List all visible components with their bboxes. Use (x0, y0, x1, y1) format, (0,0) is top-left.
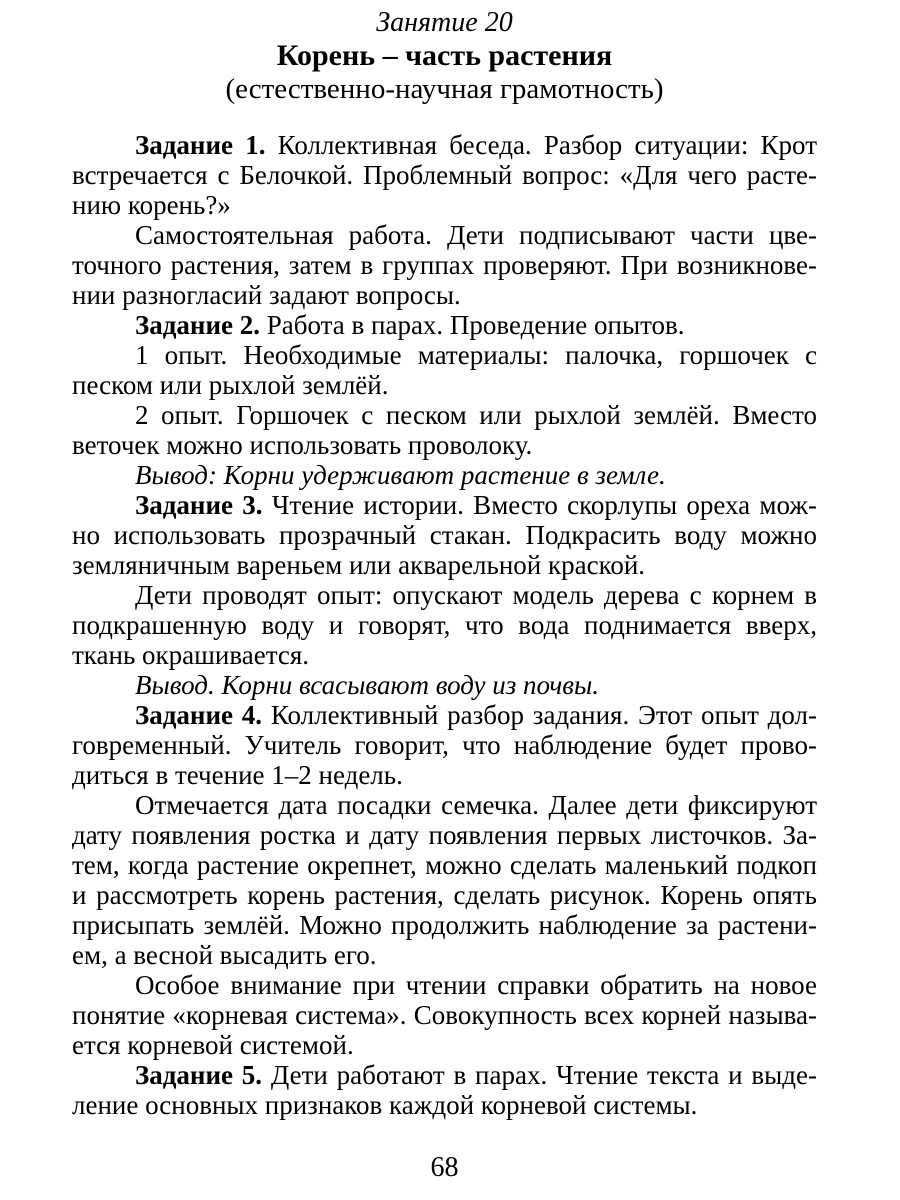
paragraph-text: Дети проводят опыт: опускают модель дерева с корнем в подкрашенную воду и говорят, что вода поднимается вверх, ткань окрашивается. (72, 580, 817, 670)
paragraph-text: Особое внимание при чтении справки обратить на новое понятие «корневая система». Совокупность всех корней называется корневой системой. (72, 970, 817, 1060)
paragraph-experiment-1 (72, 340, 817, 400)
paragraph-text: 2 опыт. Горшочек с песком или рыхлой землёй. Вместо веточек можно использовать проволоку. (72, 400, 817, 460)
paragraph-task-2 (72, 310, 817, 340)
paragraph-text: Вывод: Корни удерживают растение в земле. (135, 460, 666, 490)
paragraph (72, 220, 817, 310)
lesson-body (72, 130, 817, 1120)
task-2-label: Задание 2. (135, 310, 261, 340)
paragraph-text: Самостоятельная работа. Дети подписывают части цветочного растения, затем в группах проверяют. При возникновении разногласий задают вопросы. (72, 220, 817, 310)
paragraph-task-1 (72, 130, 817, 220)
page-number: 68 (430, 1152, 459, 1183)
paragraph (72, 970, 817, 1060)
lesson-title: Корень – часть растения (276, 39, 613, 72)
lesson-subtitle: (естественно-научная грамотность) (225, 73, 664, 105)
paragraph-text: Вывод. Корни всасывают воду из почвы. (135, 670, 599, 700)
page-header (72, 0, 817, 106)
paragraph-task-3 (72, 490, 817, 580)
paragraph-text: Отмечается дата посадки семечка. Далее дети фиксируют дату появления ростка и дату появления первых листочков. Затем, когда растение окрепнет, можно сделать маленький подкоп и рассмотреть корень растения, сделать рисунок. Корень опять присыпать землёй. Можно продолжить наблюдение за растением, а весной высадить его. (72, 790, 817, 970)
paragraph-task-4 (72, 700, 817, 790)
paragraph-text: Работа в парах. Проведение опытов. (266, 310, 685, 340)
conclusion-1 (72, 460, 817, 490)
paragraph-task-5 (72, 1060, 817, 1120)
conclusion-2 (72, 670, 817, 700)
paragraph (72, 790, 817, 970)
paragraph (72, 580, 817, 670)
task-5-label: Задание 5. (135, 1060, 263, 1090)
lesson-number: Занятие 20 (376, 7, 513, 38)
paragraph-text: Чтение истории. Вместо скорлупы ореха можно использовать прозрачный стакан. Подкрасить воду можно земляничным вареньем или акварельной краской. (72, 490, 817, 580)
paragraph-text: 1 опыт. Необходимые материалы: палочка, горшочек с песком или рыхлой землёй. (72, 340, 817, 400)
task-3-label: Задание 3. (135, 490, 263, 520)
paragraph-text: Коллективная беседа. Разбор ситуации: Крот встречается с Белочкой. Проблемный вопрос: «Для чего растению корень?» (72, 130, 817, 220)
paragraph-experiment-2 (72, 400, 817, 460)
task-1-label: Задание 1. (135, 130, 266, 160)
task-4-label: Задание 4. (135, 700, 263, 730)
paragraph-text: Дети работают в парах. Чтение текста и выделение основных признаков каждой корневой системы. (72, 1060, 817, 1120)
paragraph-text: Коллективный разбор задания. Этот опыт долговременный. Учитель говорит, что наблюдение будет проводиться в течение 1–2 недель. (72, 700, 817, 790)
